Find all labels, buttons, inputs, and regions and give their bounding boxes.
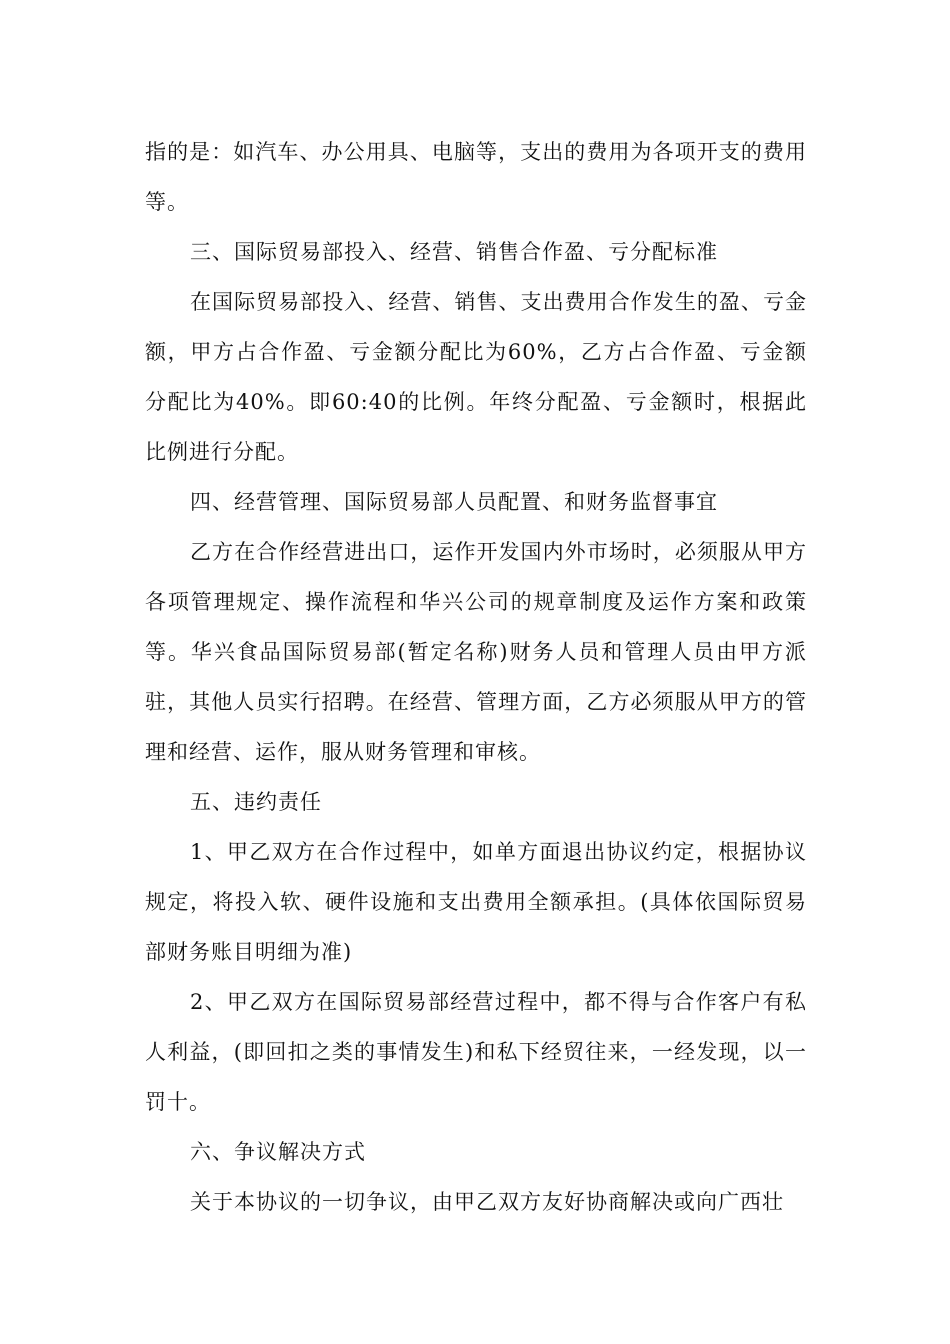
paragraph-management: 乙方在合作经营进出口，运作开发国内外市场时，必须服从甲方各项管理规定、操作流程和华兴公司的规章制度及运作方案和政策等。华兴食品国际贸易部(暂定名称)财务人员和管理人员由甲方派驻，其他人员实行招聘。在经营、管理方面，乙方必须服从甲方的管理和经营、运作，服从财务管理和审核。 [145,540,807,764]
paragraph-liability-1: 1、甲乙双方在合作过程中，如单方面退出协议约定，根据协议规定，将投入软、硬件设施和支出费用全额承担。(具体依国际贸易部财务账目明细为准) [145,840,807,964]
section-heading-profit-loss: 三、国际贸易部投入、经营、销售合作盈、亏分配标准 [190,240,718,264]
section-heading-liability: 五、违约责任 [190,790,322,814]
section-heading-management: 四、经营管理、国际贸易部人员配置、和财务监督事宜 [190,490,718,514]
document-body [145,127,807,1227]
paragraph-profit-loss: 在国际贸易部投入、经营、销售、支出费用合作发生的盈、亏金额，甲方占合作盈、亏金额分配比为60%，乙方占合作盈、亏金额分配比为40%。即60:40的比例。年终分配盈、亏金额时，根据此比例进行分配。 [145,290,807,464]
paragraph-dispute: 关于本协议的一切争议，由甲乙双方友好协商解决或向广西壮 [190,1190,784,1214]
paragraph-liability-2: 2、甲乙双方在国际贸易部经营过程中，都不得与合作客户有私人利益，(即回扣之类的事情发生)和私下经贸往来，一经发现，以一罚十。 [145,990,807,1114]
paragraph-continuation: 指的是：如汽车、办公用具、电脑等，支出的费用为各项开支的费用等。 [145,140,807,214]
section-heading-dispute: 六、争议解决方式 [190,1140,366,1164]
